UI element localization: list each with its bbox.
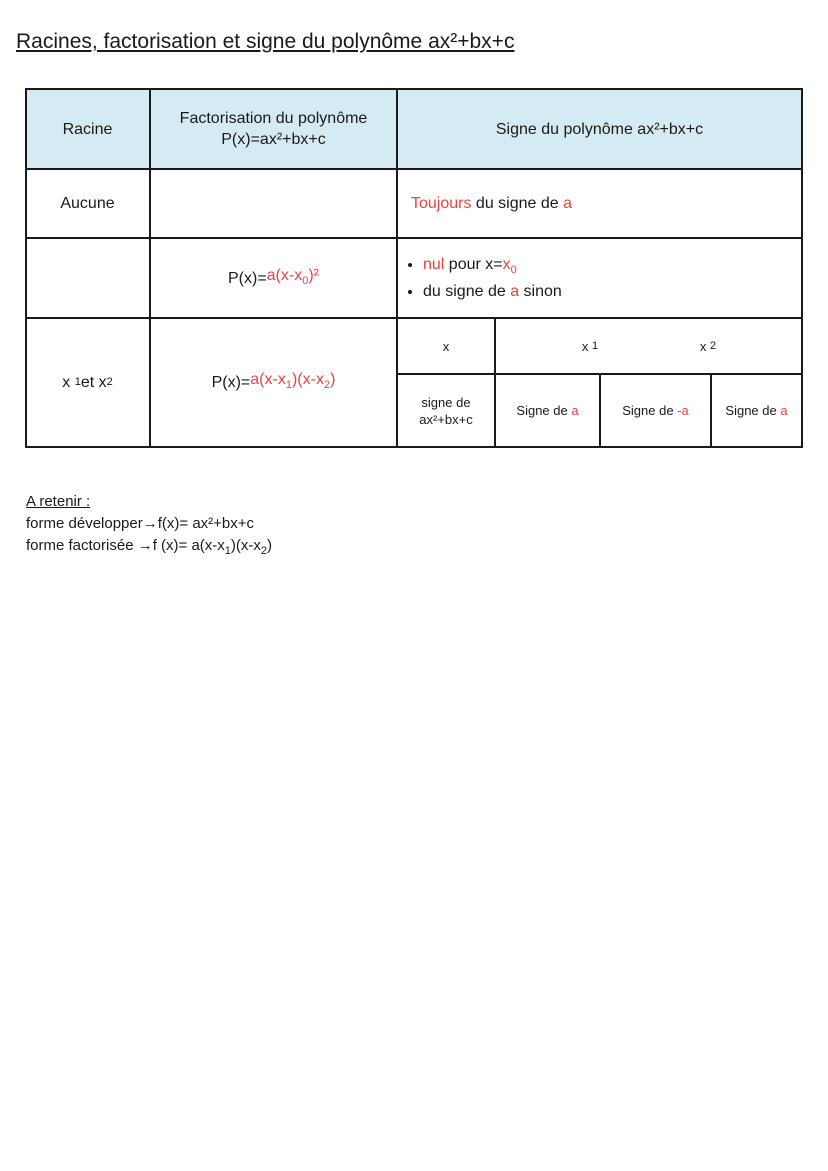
s3: Signe de — [725, 403, 781, 418]
r3-fsub2: 2 — [323, 379, 331, 391]
list-item — [423, 254, 562, 281]
s3-red: a — [780, 403, 788, 418]
fact-sub: 0 — [302, 274, 309, 287]
header-signe: Signe du polynôme ax²+bx+c — [495, 120, 704, 138]
header-factorisation-line2: P(x)=ax²+bx+c — [221, 131, 326, 148]
header-factorisation — [150, 89, 397, 169]
b1-red: nul — [423, 256, 445, 273]
page-title: Racines, factorisation et signe du polynôme ax²+bx+c — [16, 30, 515, 53]
row3-factorisation — [150, 318, 397, 447]
row2-signe-list — [401, 254, 562, 302]
n2-mid: )(x-x — [230, 537, 261, 554]
b2-end: sinon — [519, 283, 562, 300]
divider — [710, 374, 712, 448]
r3-red1: a(x-x — [250, 371, 286, 388]
notes-line2 — [26, 535, 272, 562]
b2-a: a — [510, 283, 520, 300]
s1: Signe de — [516, 403, 572, 418]
r3-sub2: 2 — [106, 376, 113, 388]
header-factorisation-line1: Factorisation du polynôme — [179, 110, 368, 127]
notes-line1: forme développer→f(x)= ax²+bx+c — [26, 515, 255, 532]
n2-end: ) — [267, 537, 273, 554]
row1-signe-text: du signe de — [471, 195, 564, 212]
row3-racine — [25, 318, 150, 447]
r3-mid: et x — [80, 374, 107, 391]
row1-signe-red: Toujours — [411, 195, 472, 212]
divider — [396, 88, 398, 448]
b1-x: x — [502, 256, 511, 273]
b1-text: pour x= — [444, 256, 503, 273]
row1-signe — [397, 169, 802, 238]
sign-x1 — [575, 318, 605, 374]
r3-prefix: P(x)= — [211, 374, 251, 391]
divider — [25, 317, 803, 319]
divider — [25, 88, 27, 448]
s2-red: -a — [677, 403, 689, 418]
r3-red3: ) — [330, 371, 336, 388]
r3-sub1: 1 — [74, 376, 81, 388]
b2-text: du signe de — [423, 283, 511, 300]
s1-red: a — [571, 403, 579, 418]
divider — [149, 88, 151, 448]
divider — [25, 237, 803, 239]
row1-signe-a: a — [563, 195, 573, 212]
fact-red: a(x-x — [266, 266, 303, 284]
r3-fsub1: 1 — [285, 379, 292, 391]
sign-interval-3 — [711, 374, 802, 447]
sign-interval-2 — [600, 374, 711, 447]
n2-sub1: 1 — [224, 545, 231, 557]
label-line2: ax²+bx+c — [419, 411, 473, 427]
divider — [801, 88, 803, 448]
sign-x-label: x — [442, 338, 450, 354]
row2-factorisation — [150, 238, 397, 318]
x2-sub: 2 — [710, 339, 717, 352]
label-line1: signe de — [421, 394, 471, 410]
fact-end: )² — [308, 266, 319, 284]
divider — [599, 374, 601, 448]
list-item — [423, 281, 562, 302]
divider — [25, 168, 803, 170]
r3-red2: )(x-x — [291, 371, 324, 388]
x1: x — [581, 338, 589, 354]
r3-x: x — [62, 374, 71, 391]
row1-racine: Aucune — [60, 195, 115, 212]
n2-prefix: forme factorisée →f (x)= a(x-x — [26, 537, 225, 554]
n2-sub2: 2 — [260, 545, 268, 557]
notes — [26, 491, 272, 562]
b1-sub: 0 — [510, 264, 517, 276]
divider — [494, 318, 496, 448]
s2: Signe de — [622, 403, 678, 418]
sign-interval-1 — [495, 374, 600, 447]
x1-sub: 1 — [592, 339, 599, 352]
x2: x — [699, 338, 707, 354]
row2-signe — [397, 238, 802, 318]
sign-row-label — [397, 374, 495, 447]
fact-prefix: P(x)= — [227, 269, 267, 287]
sign-x2 — [693, 318, 723, 374]
header-racine: Racine — [62, 120, 113, 138]
divider — [25, 446, 803, 448]
divider — [25, 88, 803, 90]
notes-heading: A retenir : — [26, 493, 91, 510]
